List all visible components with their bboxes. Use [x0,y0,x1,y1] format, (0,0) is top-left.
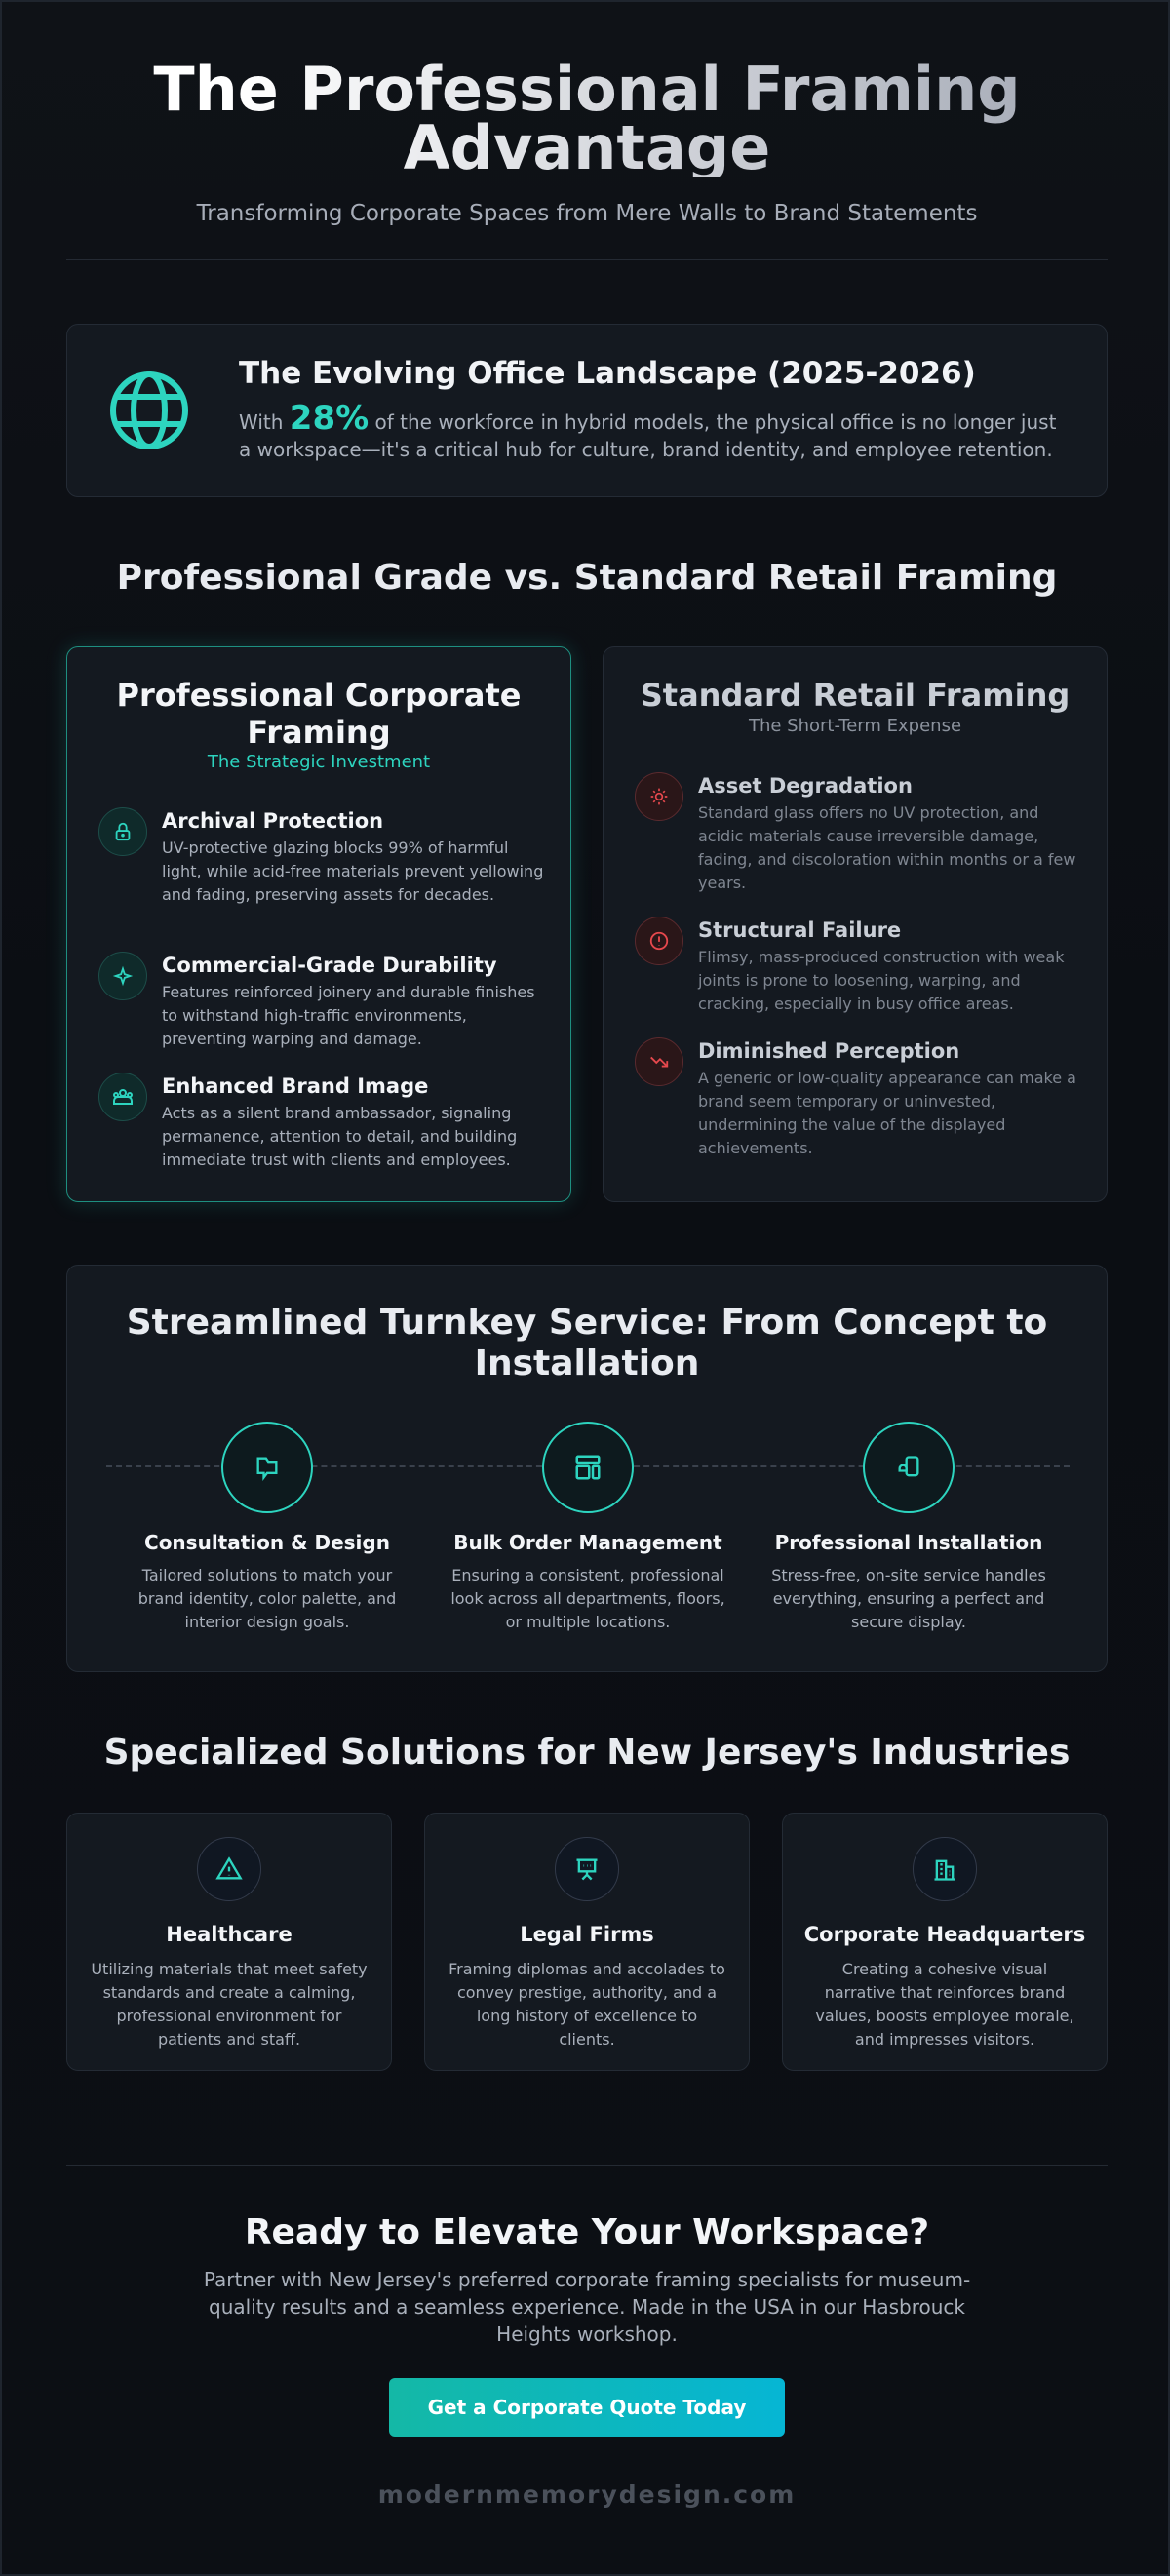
feature-title: Diminished Perception [698,1039,960,1063]
warning-triangle-icon [197,1837,261,1901]
layout-icon [542,1422,634,1513]
building-icon [913,1837,977,1901]
industry-title: Healthcare [166,1923,292,1946]
process-step [121,1422,413,1634]
industry-card-healthcare [66,1813,392,2071]
industries-heading: Specialized Solutions for New Jersey's Industries [103,1733,1071,1773]
comparison-heading: Professional Grade vs. Standard Retail Framing [116,558,1058,598]
trend-down-icon [635,1037,683,1086]
industry-card-legal [424,1813,750,2071]
professional-title: Professional Corporate Framing [116,677,522,751]
globe-icon [106,368,192,453]
sparkle-icon [98,952,147,1000]
landscape-text: With 28% of the workforce in hybrid models, the physical office is no longer just a workspace—it's a critical hub for culture, brand identity, and employee retention. [239,399,1057,461]
divider [66,259,1108,260]
presentation-icon [555,1837,619,1901]
industry-desc: Creating a cohesive visual narrative that reinforces brand values, boosts employee morale, and impresses visitors. [815,1960,1074,2049]
professional-card [66,646,571,1202]
feature-desc: Features reinforced joinery and durable finishes to withstand high-traffic environments, preventing warping and damage. [162,983,535,1048]
process-step [762,1422,1055,1634]
feature-desc: UV-protective glazing blocks 99% of harmful light, while acid-free materials prevent yellowing and fading, preserving assets for decades. [162,839,544,904]
people-icon [98,1073,147,1121]
feature-title: Asset Degradation [698,774,913,798]
industry-title: Corporate Headquarters [803,1923,1086,1946]
step-title: Consultation & Design [144,1531,390,1554]
page-title: The Professional Framing Advantage [2,60,1170,177]
sun-icon [635,772,683,821]
feature-title: Commercial-Grade Durability [162,954,497,977]
process-step [442,1422,734,1634]
step-title: Professional Installation [774,1531,1043,1554]
step-desc: Ensuring a consistent, professional look across all departments, floors, or multiple locations. [450,1566,725,1631]
cta-text: Partner with New Jersey's preferred corporate framing specialists for museum-quality results and a seamless experience. Made in the USA in our Hasbrouck Heights workshop. [203,2268,971,2346]
retail-subtitle: The Short-Term Expense [748,716,962,736]
step-desc: Tailored solutions to match your brand identity, color palette, and interior design goals. [137,1566,397,1631]
industry-desc: Framing diplomas and accolades to convey prestige, authority, and a long history of excellence to clients. [448,1960,725,2049]
feature-desc: A generic or low-quality appearance can make a brand seem temporary or uninvested, undermining the value of the displayed achievements. [698,1069,1076,1157]
feature-desc: Standard glass offers no UV protection, and acidic materials cause irreversible damage, fading, and discoloration within months or a few years. [698,803,1076,892]
feature-title: Structural Failure [698,918,902,942]
retail-card [603,646,1108,1202]
industry-title: Legal Firms [520,1923,654,1946]
feature-desc: Flimsy, mass-produced construction with weak joints is prone to loosening, warping, and cracking, especially in busy office areas. [698,948,1065,1013]
professional-subtitle: The Strategic Investment [207,752,431,772]
landscape-title: The Evolving Office Landscape (2025-2026) [239,356,976,391]
cta-title: Ready to Elevate Your Workspace? [244,2212,930,2252]
feature-title: Enhanced Brand Image [162,1074,429,1098]
hybrid-stat: 28% [289,399,370,438]
lock-icon [98,807,147,856]
alert-circle-icon [635,917,683,965]
step-title: Bulk Order Management [453,1531,722,1554]
install-icon [863,1422,955,1513]
chat-icon [221,1422,313,1513]
feature-title: Archival Protection [162,809,384,833]
get-quote-button[interactable]: Get a Corporate Quote Today [389,2378,785,2437]
step-desc: Stress-free, on-site service handles everything, ensuring a perfect and secure display. [771,1566,1046,1631]
turnkey-title: Streamlined Turnkey Service: From Concept to Installation [126,1303,1048,1384]
page-subtitle: Transforming Corporate Spaces from Mere Walls to Brand Statements [196,201,978,226]
landscape-card [66,324,1108,497]
footer-site: modernmemorydesign.com [377,2480,797,2509]
retail-title: Standard Retail Framing [640,677,1071,714]
industry-card-corporate [782,1813,1108,2071]
turnkey-card [66,1265,1108,1672]
feature-desc: Acts as a silent brand ambassador, signaling permanence, attention to detail, and building immediate trust with clients and employees. [162,1104,518,1169]
industry-desc: Utilizing materials that meet safety standards and create a calming, professional environment for patients and staff. [91,1960,368,2049]
divider [66,2165,1108,2166]
